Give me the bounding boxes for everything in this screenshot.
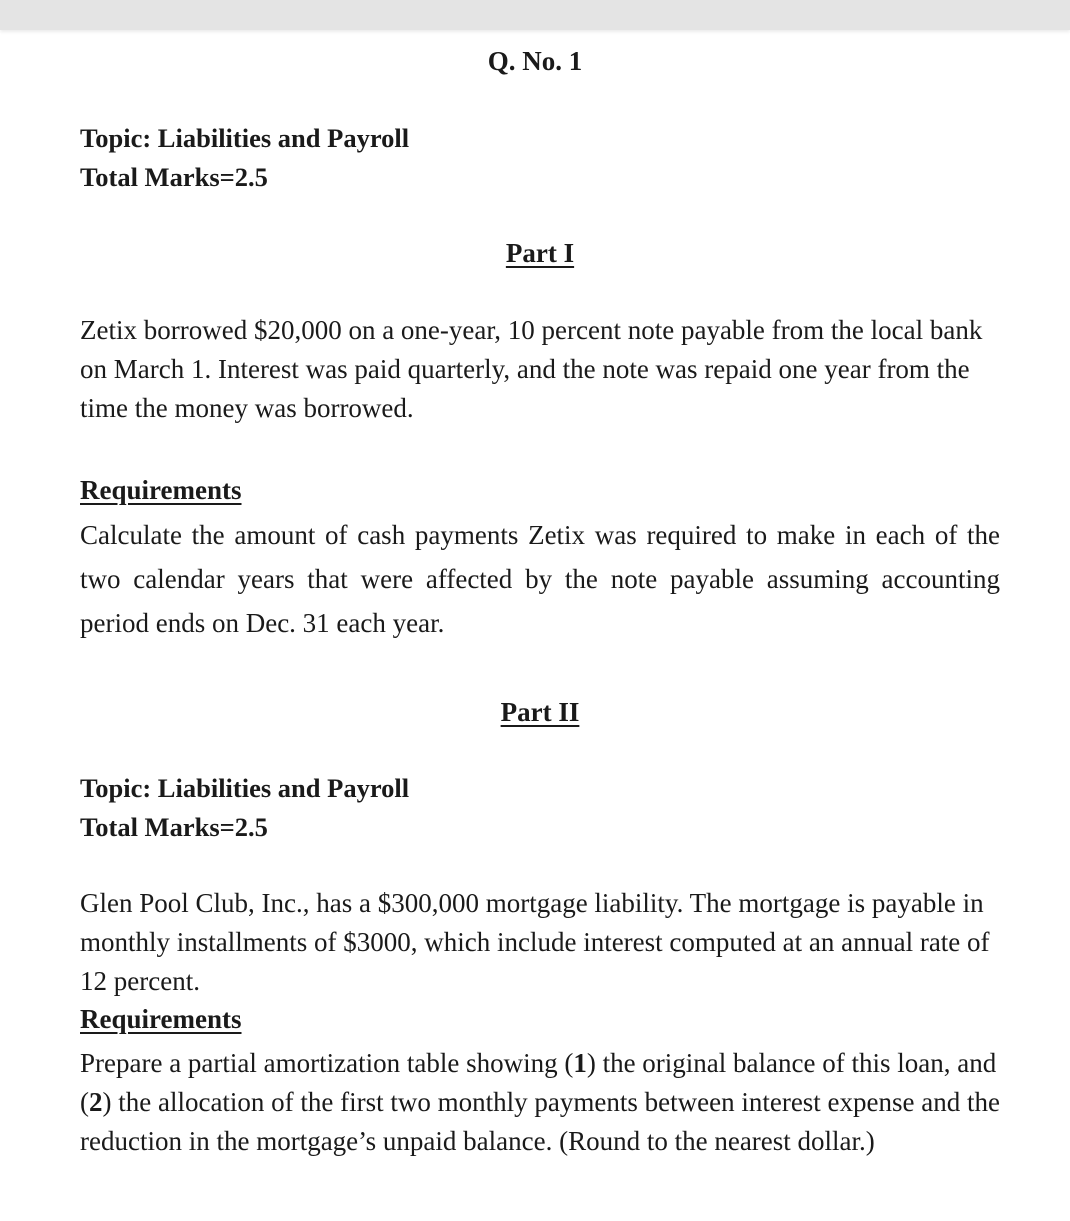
question-number: Q. No. 1 xyxy=(487,46,583,76)
part-2-problem-text: Glen Pool Club, Inc., has a $300,000 mortgage liability. The mortgage is payable in monthly installments of $3000, which include interest computed at an annual rate of 12 percent. xyxy=(80,888,990,996)
part-1-requirements-text: Calculate the amount of cash payments Zetix was required to make in each of the two calendar years that were affected by the note payable assuming accounting period ends on Dec. 31 each year. xyxy=(80,520,1000,638)
part-1-requirements-heading: Requirements xyxy=(80,475,242,505)
part-2-requirements-text xyxy=(80,1044,1002,1161)
total-marks-label: Total Marks=2.5 xyxy=(80,162,268,192)
req-text-segment: ) the original balance of this loan, and ( xyxy=(80,1048,997,1117)
req-number-1: 1 xyxy=(573,1048,587,1078)
part-2-title: Part II xyxy=(500,697,580,727)
req-text-segment: Prepare a partial amortization table showing ( xyxy=(80,1048,574,1078)
total-marks-label: Total Marks=2.5 xyxy=(80,812,268,842)
part-1-title: Part I xyxy=(505,238,575,268)
part-1-problem-text: Zetix borrowed $20,000 on a one-year, 10 percent note payable from the local bank on March 1. Interest was paid quarterly, and the note was repaid one year from the time the money was borrowed. xyxy=(80,315,983,423)
topic-block-1 xyxy=(80,119,409,197)
topic-label: Topic: Liabilities and Payroll xyxy=(80,123,410,153)
topic-label: Topic: Liabilities and Payroll xyxy=(80,773,410,803)
part-2-requirements-heading: Requirements xyxy=(80,1004,242,1034)
req-number-2: 2 xyxy=(89,1087,103,1117)
topic-block-2 xyxy=(80,769,409,847)
top-bar xyxy=(0,0,1070,30)
req-text-segment: ) the allocation of the first two monthly payments between interest expense and the reduction in the mortgage’s unpaid balance. (Round to the nearest dollar.) xyxy=(80,1087,1000,1156)
